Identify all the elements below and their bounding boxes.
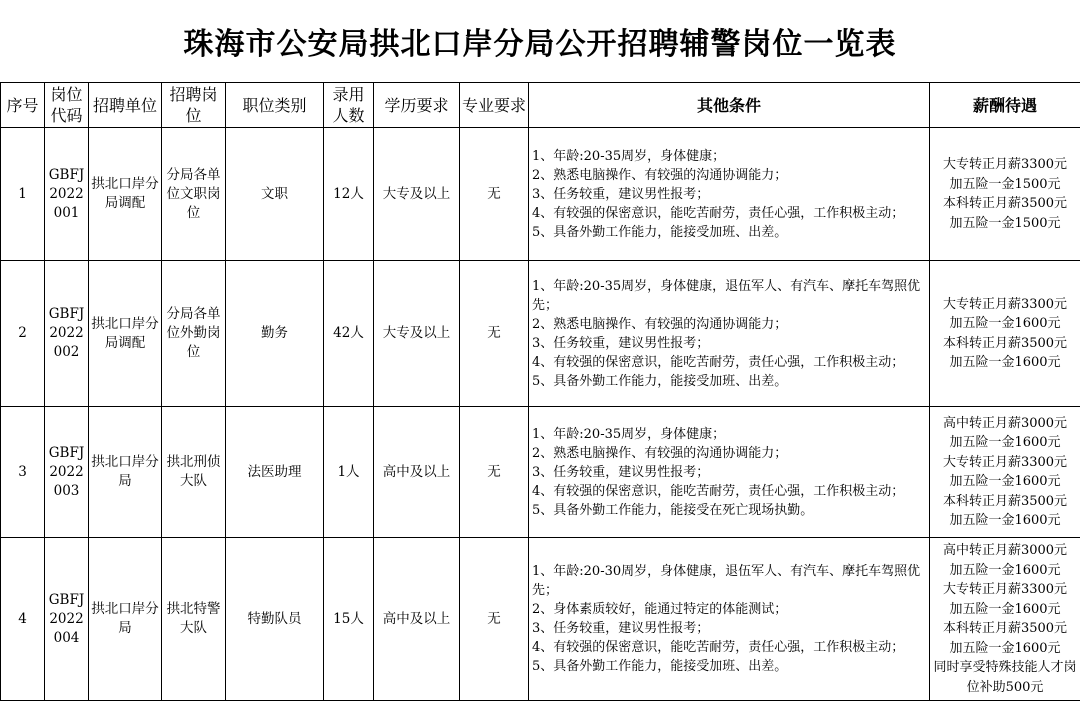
- pay-item: 加五险一金1600元: [932, 561, 1078, 581]
- cell-category: 勤务: [226, 261, 324, 407]
- cell-code: [45, 538, 89, 701]
- cell-pay: [930, 261, 1080, 407]
- condition-item: 2、熟悉电脑操作、有较强的沟通协调能力；: [532, 444, 926, 463]
- cell-education: 大专及以上: [374, 128, 460, 261]
- cell-category: 特勤队员: [226, 538, 324, 701]
- cell-major: 无: [460, 128, 529, 261]
- pay-item: 加五险一金1600元: [932, 472, 1078, 492]
- cell-conditions: [529, 407, 930, 538]
- header-category: 职位类别: [226, 83, 324, 128]
- pay-item: 加五险一金1600元: [932, 511, 1078, 531]
- cell-count: 15人: [324, 538, 374, 701]
- pay-item: 大专转正月薪3300元: [932, 155, 1078, 175]
- pay-item: 本科转正月薪3500元: [932, 194, 1078, 214]
- cell-seq: 2: [1, 261, 45, 407]
- condition-item: 4、有较强的保密意识，能吃苦耐劳，责任心强，工作积极主动；: [532, 482, 926, 501]
- condition-item: 3、任务较重，建议男性报考；: [532, 619, 926, 638]
- condition-item: 3、任务较重，建议男性报考；: [532, 334, 926, 353]
- header-unit: 招聘单位: [89, 83, 162, 128]
- pay-item: 加五险一金1600元: [932, 314, 1078, 334]
- cell-post: 分局各单位文职岗位: [162, 128, 226, 261]
- cell-post: 分局各单位外勤岗位: [162, 261, 226, 407]
- pay-item: 高中转正月薪3000元: [932, 541, 1078, 561]
- cell-pay: [930, 128, 1080, 261]
- code-part: 002: [47, 343, 86, 362]
- condition-item: 1、年龄:20-35周岁，身体健康，退伍军人、有汽车、摩托车驾照优先；: [532, 277, 926, 315]
- cell-conditions: [529, 261, 930, 407]
- header-pay: 薪酬待遇: [930, 83, 1080, 128]
- cell-code: [45, 261, 89, 407]
- cell-count: 12人: [324, 128, 374, 261]
- cell-education: 大专及以上: [374, 261, 460, 407]
- cell-unit: 拱北口岸分局调配: [89, 261, 162, 407]
- code-part: 2022: [47, 463, 86, 482]
- recruitment-table: [0, 82, 1080, 701]
- cell-count: 1人: [324, 407, 374, 538]
- table-row: [1, 538, 1080, 701]
- header-count: 录用人数: [324, 83, 374, 128]
- condition-item: 5、具备外勤工作能力，能接受加班、出差。: [532, 223, 926, 242]
- code-part: GBFJ: [47, 444, 86, 463]
- cell-major: 无: [460, 407, 529, 538]
- pay-item: 加五险一金1600元: [932, 639, 1078, 659]
- condition-item: 5、具备外勤工作能力，能接受加班、出差。: [532, 657, 926, 676]
- condition-item: 2、熟悉电脑操作、有较强的沟通协调能力；: [532, 166, 926, 185]
- code-part: 003: [47, 482, 86, 501]
- table-row: [1, 261, 1080, 407]
- code-part: 2022: [47, 610, 86, 629]
- cell-seq: 3: [1, 407, 45, 538]
- cell-post: 拱北刑侦大队: [162, 407, 226, 538]
- table-row: [1, 128, 1080, 261]
- condition-item: 1、年龄:20-35周岁，身体健康；: [532, 425, 926, 444]
- code-part: 2022: [47, 185, 86, 204]
- condition-item: 5、具备外勤工作能力，能接受在死亡现场执勤。: [532, 501, 926, 520]
- pay-item: 大专转正月薪3300元: [932, 295, 1078, 315]
- cell-category: 文职: [226, 128, 324, 261]
- condition-item: 3、任务较重，建议男性报考；: [532, 463, 926, 482]
- header-post: 招聘岗位: [162, 83, 226, 128]
- condition-item: 5、具备外勤工作能力，能接受加班、出差。: [532, 372, 926, 391]
- pay-item: 大专转正月薪3300元: [932, 453, 1078, 473]
- page-title: 珠海市公安局拱北口岸分局公开招聘辅警岗位一览表: [0, 0, 1080, 82]
- table-row: [1, 407, 1080, 538]
- pay-item: 同时享受特殊技能人才岗位补助500元: [932, 658, 1078, 697]
- pay-item: 加五险一金1600元: [932, 600, 1078, 620]
- cell-category: 法医助理: [226, 407, 324, 538]
- cell-unit: 拱北口岸分局: [89, 538, 162, 701]
- pay-item: 本科转正月薪3500元: [932, 492, 1078, 512]
- cell-major: 无: [460, 538, 529, 701]
- pay-item: 本科转正月薪3500元: [932, 619, 1078, 639]
- cell-conditions: [529, 538, 930, 701]
- cell-code: [45, 407, 89, 538]
- cell-conditions: [529, 128, 930, 261]
- pay-item: 本科转正月薪3500元: [932, 334, 1078, 354]
- cell-post: 拱北特警大队: [162, 538, 226, 701]
- condition-item: 2、熟悉电脑操作、有较强的沟通协调能力；: [532, 315, 926, 334]
- cell-major: 无: [460, 261, 529, 407]
- header-education: 学历要求: [374, 83, 460, 128]
- code-part: GBFJ: [47, 305, 86, 324]
- cell-count: 42人: [324, 261, 374, 407]
- condition-item: 3、任务较重，建议男性报考；: [532, 185, 926, 204]
- cell-education: 高中及以上: [374, 538, 460, 701]
- cell-pay: [930, 407, 1080, 538]
- code-part: 004: [47, 629, 86, 648]
- header-code: 岗位代码: [45, 83, 89, 128]
- condition-item: 4、有较强的保密意识，能吃苦耐劳，责任心强，工作积极主动；: [532, 638, 926, 657]
- cell-pay: [930, 538, 1080, 701]
- pay-item: 加五险一金1500元: [932, 175, 1078, 195]
- condition-item: 2、身体素质较好，能通过特定的体能测试；: [532, 600, 926, 619]
- pay-item: 加五险一金1600元: [932, 353, 1078, 373]
- header-conditions: 其他条件: [529, 83, 930, 128]
- cell-education: 高中及以上: [374, 407, 460, 538]
- cell-unit: 拱北口岸分局: [89, 407, 162, 538]
- header-major: 专业要求: [460, 83, 529, 128]
- cell-unit: 拱北口岸分局调配: [89, 128, 162, 261]
- code-part: GBFJ: [47, 591, 86, 610]
- condition-item: 1、年龄:20-35周岁，身体健康；: [532, 147, 926, 166]
- code-part: 001: [47, 204, 86, 223]
- pay-item: 大专转正月薪3300元: [932, 580, 1078, 600]
- cell-seq: 1: [1, 128, 45, 261]
- pay-item: 加五险一金1600元: [932, 433, 1078, 453]
- condition-item: 4、有较强的保密意识，能吃苦耐劳，责任心强，工作积极主动；: [532, 353, 926, 372]
- code-part: GBFJ: [47, 166, 86, 185]
- pay-item: 加五险一金1500元: [932, 214, 1078, 234]
- cell-seq: 4: [1, 538, 45, 701]
- header-seq: 序号: [1, 83, 45, 128]
- code-part: 2022: [47, 324, 86, 343]
- condition-item: 4、有较强的保密意识，能吃苦耐劳，责任心强，工作积极主动；: [532, 204, 926, 223]
- header-row: [1, 83, 1080, 128]
- condition-item: 1、年龄:20-30周岁，身体健康，退伍军人、有汽车、摩托车驾照优先；: [532, 562, 926, 600]
- pay-item: 高中转正月薪3000元: [932, 414, 1078, 434]
- cell-code: [45, 128, 89, 261]
